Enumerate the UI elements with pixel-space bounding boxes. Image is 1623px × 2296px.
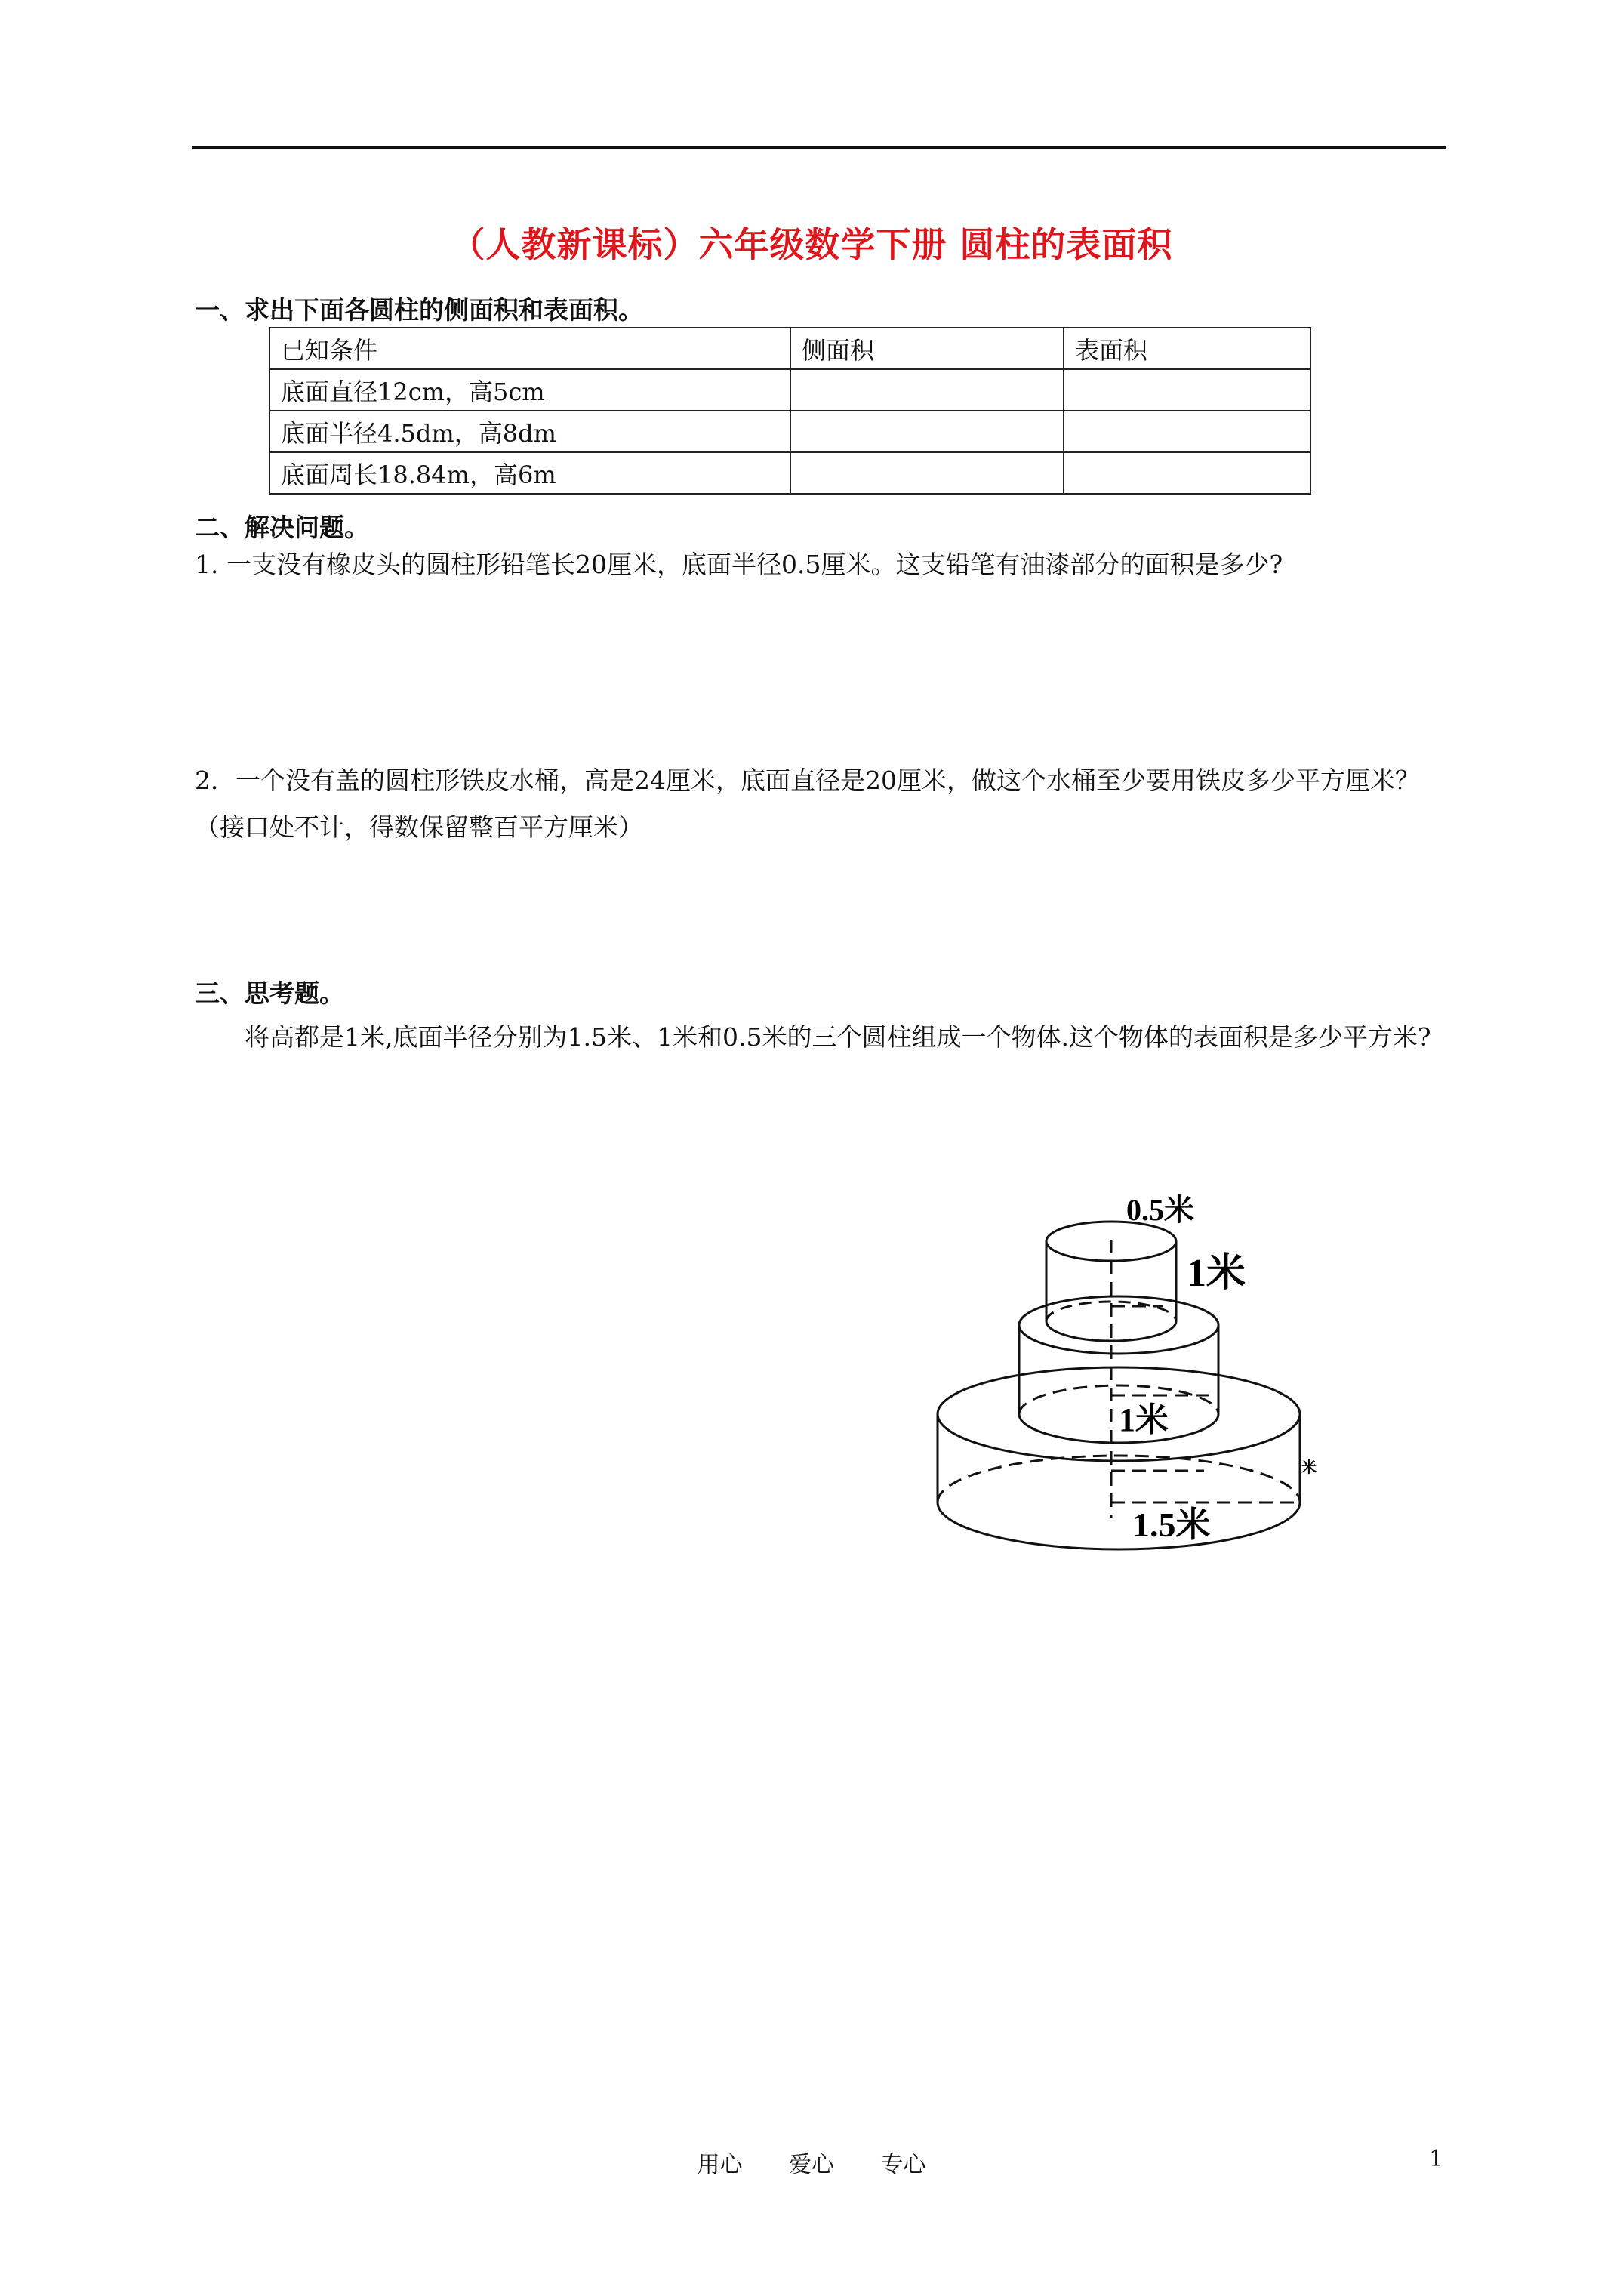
table-row [269,369,1310,411]
question-1: 1. 一支没有橡皮头的圆柱形铅笔长20厘米，底面半径0.5厘米。这支铅笔有油漆部分的面积是多少? [195,550,1283,579]
footer [0,2146,1623,2179]
label-top-radius: 0.5米 [1126,1193,1194,1227]
stacked-cylinders-figure [906,1163,1329,1586]
section1-heading: 一、求出下面各圆柱的侧面积和表面积。 [195,295,643,325]
middle-cylinder-top [1019,1296,1218,1354]
table-header-row [269,328,1310,369]
table-cell [1064,411,1310,452]
bottom-cylinder-hidden-edge [938,1456,1300,1502]
conditions-table [269,327,1311,495]
table-cell [790,452,1064,494]
footer-item: 专心 [880,2152,926,2178]
table-header-cell: 已知条件 [269,328,790,369]
question-2: 2．一个没有盖的圆柱形铁皮水桶，高是24厘米，底面直径是20厘米，做这个水桶至少要用铁皮多少平方厘米？（接口处不计，得数保留整百平方厘米） [195,766,1420,842]
table-cell: 底面直径12cm，高5cm [269,369,790,411]
page-number: 1 [1429,2146,1444,2172]
label-side: 米 [1301,1459,1317,1476]
table-cell [790,411,1064,452]
section2-heading: 二、解决问题。 [195,513,369,542]
label-middle-radius: 1米 [1119,1401,1169,1438]
table-header-cell: 侧面积 [790,328,1064,369]
table-cell [790,369,1064,411]
table-header-cell: 表面积 [1064,328,1310,369]
table-cell: 底面周长18.84m，高6m [269,452,790,494]
table-row [269,452,1310,494]
section3-heading: 三、思考题。 [195,978,344,1008]
label-height: 1米 [1187,1252,1246,1295]
table-cell [1064,369,1310,411]
table-cell: 底面半径4.5dm，高8dm [269,411,790,452]
footer-item: 爱心 [789,2152,834,2178]
footer-item: 用心 [697,2152,743,2178]
page-title: （人教新课标）六年级数学下册 圆柱的表面积 [450,224,1173,265]
label-bottom-radius: 1.5米 [1132,1505,1211,1544]
table-cell [1064,452,1310,494]
thinking-question: 将高都是1米,底面半径分别为1.5米、1米和0.5米的三个圆柱组成一个物体.这个物体的表面积是多少平方米? [245,1022,1431,1052]
header-rule [192,146,1446,149]
table-row [269,411,1310,452]
